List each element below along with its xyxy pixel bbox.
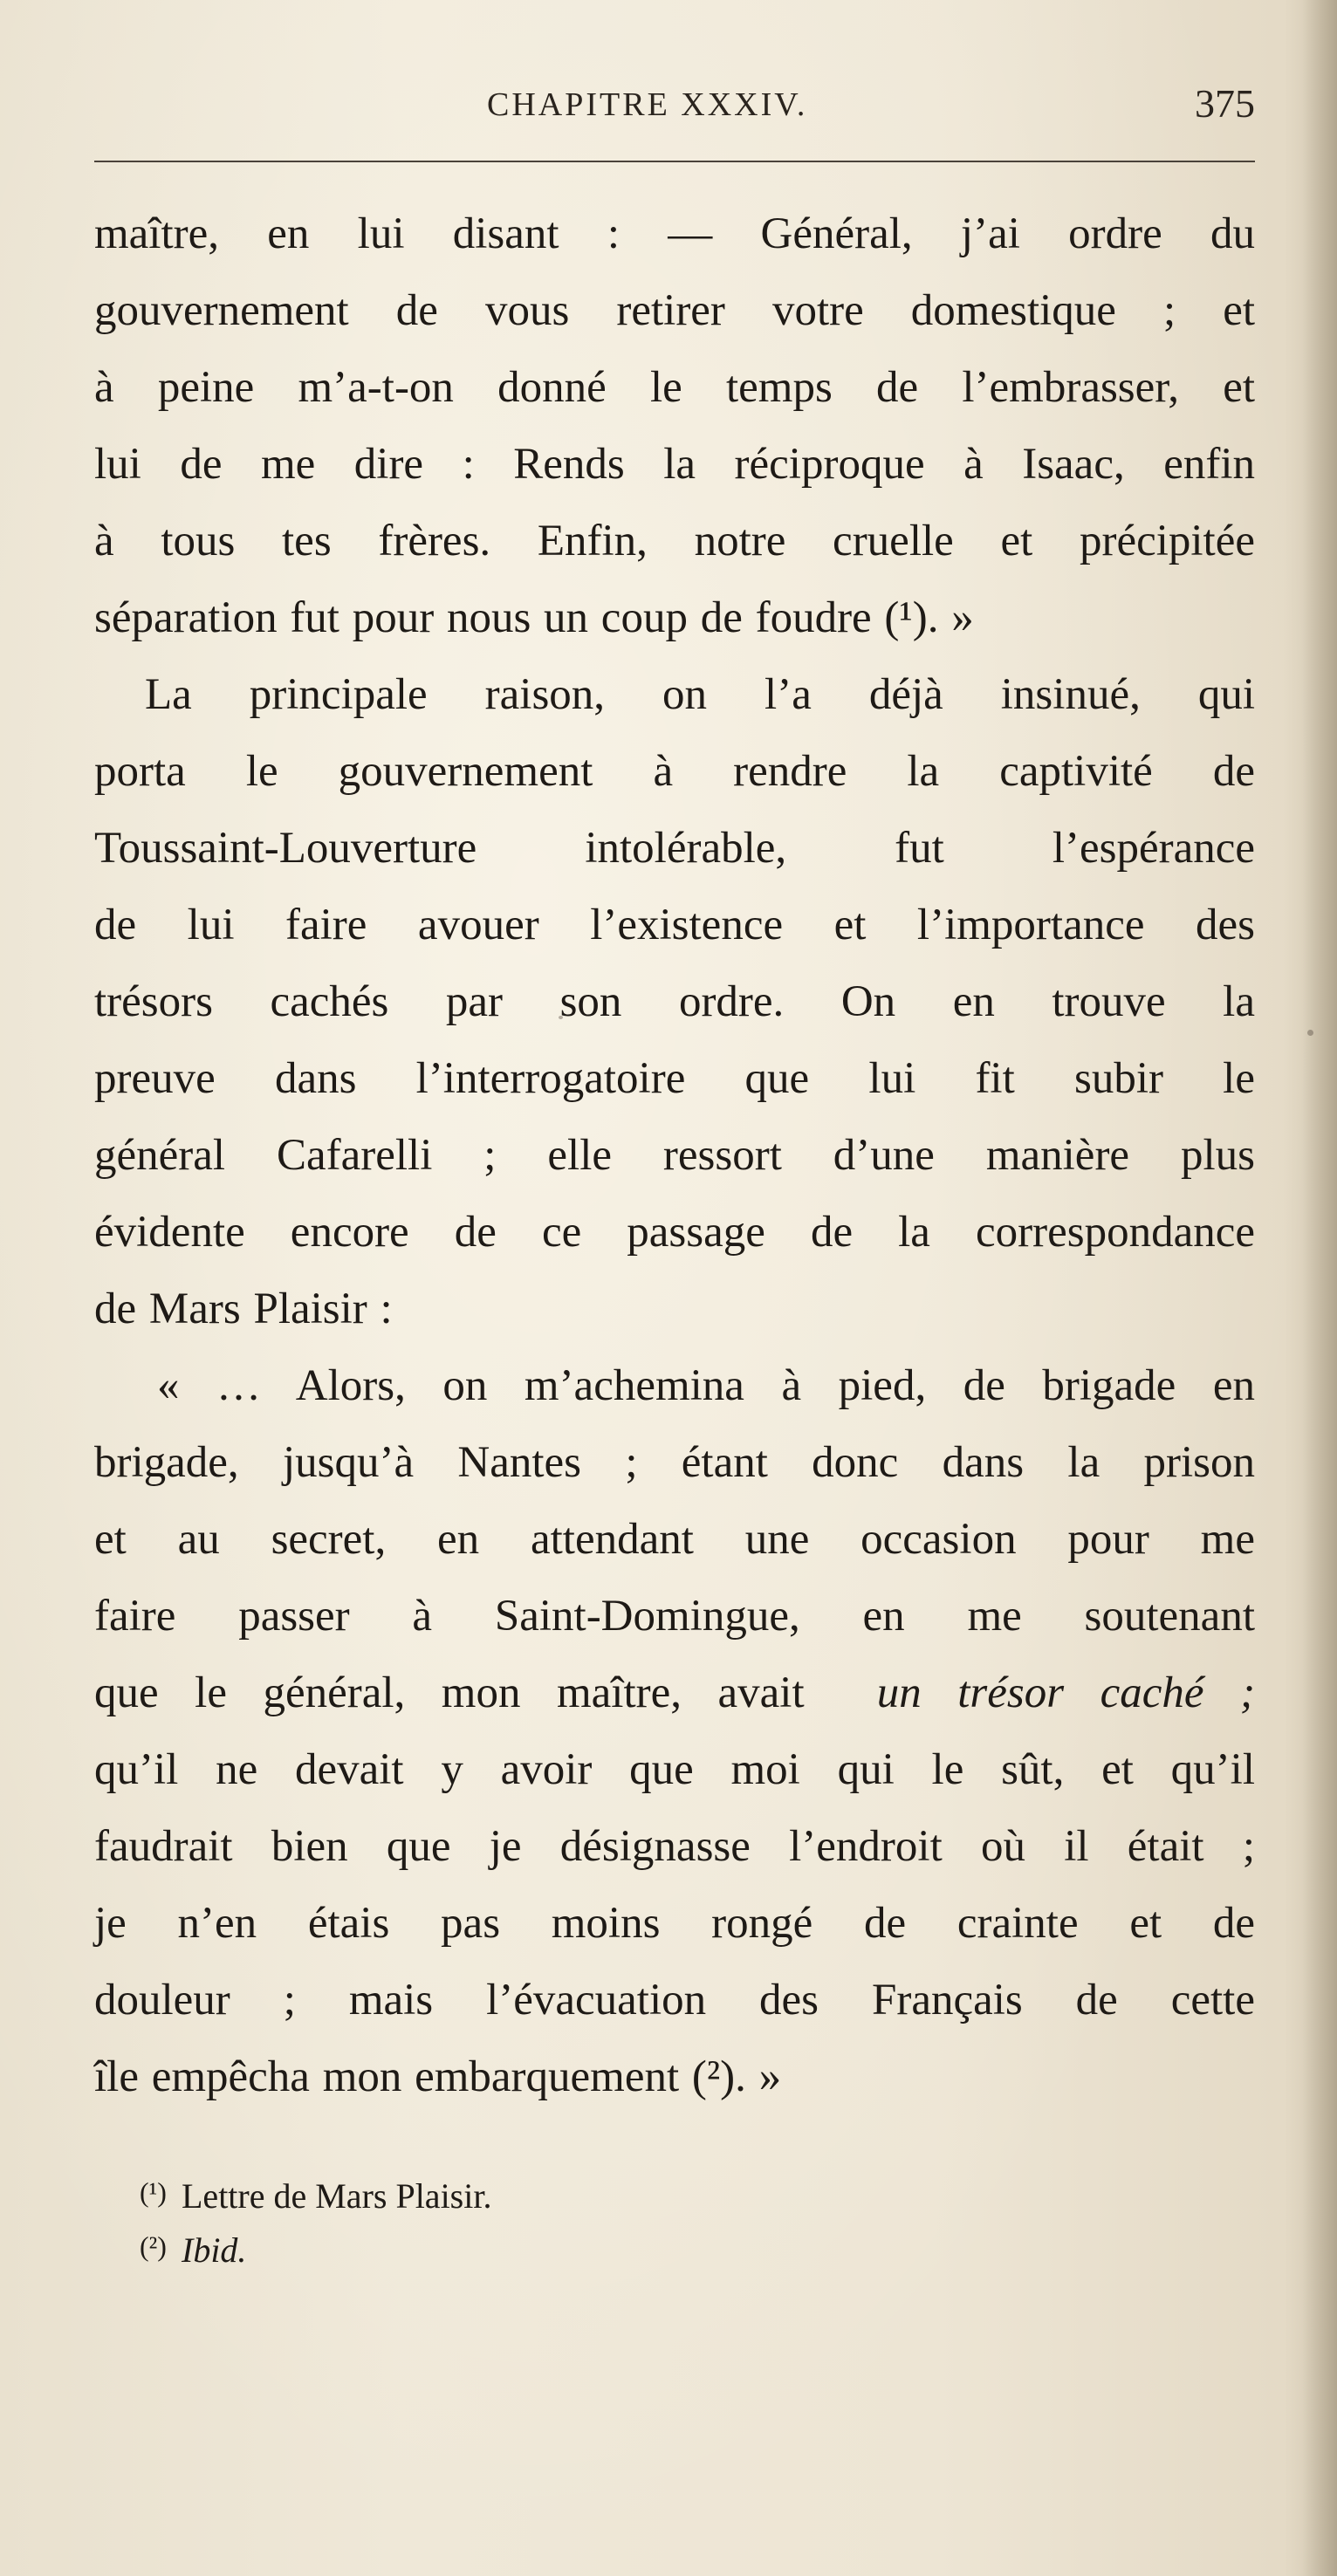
text-line: je n’en étais pas moins rongé de crainte et de (94, 1899, 1255, 1948)
header-rule (94, 161, 1255, 162)
page-edge-shadow (1302, 0, 1337, 2576)
running-head (94, 77, 1255, 129)
footnote-mark: (²) (140, 2230, 167, 2262)
text-line: et au secret, en attendant une occasion pour me (94, 1515, 1255, 1564)
page-number: 375 (1195, 81, 1255, 126)
text-line: évidente encore de ce passage de la correspondance (94, 1208, 1255, 1257)
footnote (140, 2169, 1187, 2223)
text-line: trésors cachés par son ordre. On en trouve la (94, 977, 1255, 1026)
chapter-title: CHAPITRE XXXIV. (487, 86, 808, 123)
text-segment: que le général, mon maître, avait (94, 1668, 805, 1717)
italic-phrase: un trésor caché ; (876, 1668, 1255, 1717)
text-line: qu’il ne devait y avoir que moi qui le sût, et qu’il (94, 1745, 1255, 1794)
text-line: douleur ; mais l’évacuation des Français de cette (94, 1976, 1255, 2024)
footnote-mark: (¹) (140, 2176, 167, 2208)
paper-speck (559, 1016, 563, 1019)
body-text (94, 195, 1255, 2115)
text-line: général Cafarelli ; elle ressort d’une manière plus (94, 1131, 1255, 1180)
footnote (140, 2223, 1187, 2278)
text-line-with-italic (94, 1655, 1255, 1731)
text-line: à peine m’a-t-on donné le temps de l’embrasser, et (94, 363, 1255, 412)
text-line: brigade, jusqu’à Nantes ; étant donc dans la prison (94, 1438, 1255, 1487)
text-line: Toussaint-Louverture intolérable, fut l’espérance (94, 824, 1255, 873)
footnote-text: Lettre de Mars Plaisir. (182, 2176, 492, 2216)
text-line: de Mars Plaisir : (94, 1285, 393, 1333)
paper-speck (1307, 1030, 1313, 1036)
text-line: faudrait bien que je désignasse l’endroit où il était ; (94, 1822, 1255, 1871)
text-line: faire passer à Saint-Domingue, en me soutenant (94, 1592, 1255, 1641)
text-line: porta le gouvernement à rendre la captivité de (94, 747, 1255, 796)
text-line: à tous tes frères. Enfin, notre cruelle et précipitée (94, 517, 1255, 565)
paragraph-start-line: La principale raison, on l’a déjà insinué, qui (145, 670, 1255, 719)
footnotes (140, 2169, 1187, 2278)
text-line: maître, en lui disant : — Général, j’ai ordre du (94, 209, 1255, 258)
quote-start-line: « … Alors, on m’achemina à pied, de brigade en (157, 1361, 1255, 1410)
text-line: lui de me dire : Rends la réciproque à Isaac, enfin (94, 440, 1255, 489)
footnote-text: Ibid. (182, 2230, 247, 2270)
text-line: de lui faire avouer l’existence et l’importance des (94, 901, 1255, 949)
text-line: gouvernement de vous retirer votre domestique ; et (94, 286, 1255, 335)
text-line: séparation fut pour nous un coup de foudre (¹). » (94, 593, 974, 642)
text-line: île empêcha mon embarquement (²). » (94, 2052, 782, 2101)
text-line: preuve dans l’interrogatoire que lui fit subir le (94, 1054, 1255, 1103)
